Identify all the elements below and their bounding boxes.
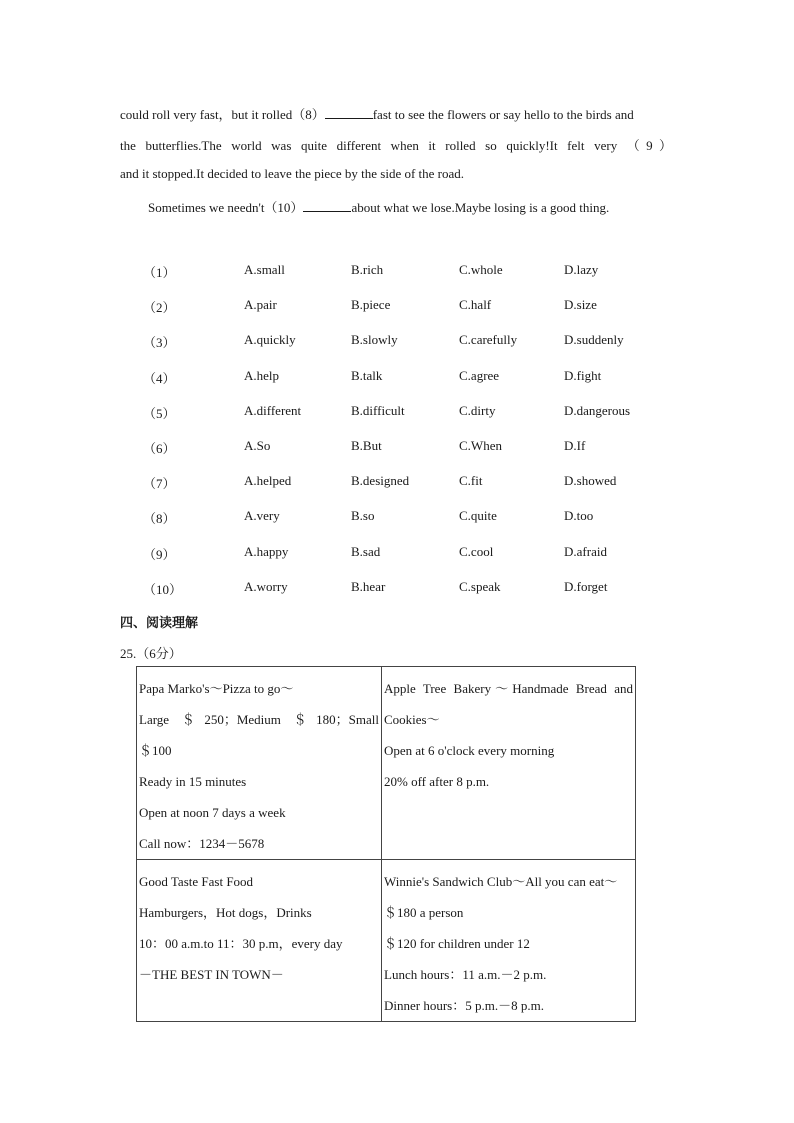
ad-line: 10：00 a.m.to 11：30 p.m，every day [139,936,343,951]
option-number: （8） [143,511,176,527]
option-number: （7） [143,476,176,492]
option-number: （4） [143,370,176,386]
option-a[interactable]: A.quickly [244,332,296,348]
option-row [0,579,794,599]
option-row [0,403,794,423]
ad-winnies-sandwich [382,860,636,1022]
option-a[interactable]: A.pair [244,297,277,313]
option-b[interactable]: B.talk [351,367,383,383]
option-number: （10） [143,581,183,597]
option-d[interactable]: D.suddenly [564,332,624,348]
option-d[interactable]: D.forget [564,578,608,594]
option-a[interactable]: A.So [244,438,271,453]
option-a[interactable]: A.very [244,508,280,524]
option-row [0,508,794,528]
ad-line: Apple Tree Bakery～Handmade Bread and [384,681,633,696]
ads-row [137,860,636,1022]
passage-text: fast to see the flowers or say hello to the birds and [372,107,634,122]
passage-text: about what we lose.Maybe losing is a good thing. [351,200,610,215]
option-number: （9） [143,546,176,562]
ad-line: －THE BEST IN TOWN－ [139,967,284,982]
ad-line: ＄180 a person [384,905,464,920]
option-c[interactable]: C.fit [459,473,483,489]
option-b[interactable]: B.rich [351,262,384,277]
option-c[interactable]: C.whole [459,262,503,277]
option-d[interactable]: D.showed [564,473,617,489]
option-d[interactable]: D.too [564,508,594,524]
option-b[interactable]: B.slowly [351,332,398,348]
option-b[interactable]: B.difficult [351,402,405,418]
option-a[interactable]: A.help [244,367,280,383]
ad-line: Open at noon 7 days a week [139,805,286,820]
option-d[interactable]: D.lazy [564,262,599,277]
ad-line: Hamburgers，Hot dogs，Drinks [139,905,312,920]
option-row [0,473,794,493]
ad-line: Call now：1234－5678 [139,836,265,851]
option-row [0,368,794,388]
option-row [0,262,794,282]
ad-line: Ready in 15 minutes [139,774,247,789]
ad-apple-tree-bakery [382,667,636,860]
passage-line-2: the butterflies.The world was quite different when it rolled so quickly!It felt very （9） [120,138,672,153]
passage-text: Sometimes we needn't（10） [148,200,304,215]
ad-line: Large ＄250；Medium ＄180；Small [139,712,379,727]
option-number: （2） [143,300,176,316]
option-number: （6） [143,441,176,456]
option-d[interactable]: D.afraid [564,543,607,559]
option-number: （3） [143,335,176,351]
ad-line: Papa Marko's～Pizza to go～ [139,681,294,696]
ad-line: 20% off after 8 p.m. [384,774,490,789]
ad-line: ＄120 for children under 12 [384,936,530,951]
option-a[interactable]: A.happy [244,543,289,559]
blank-8[interactable] [325,106,373,119]
option-a[interactable]: A.different [244,402,302,418]
ad-line: ＄100 [139,743,172,758]
ad-papa-marko [137,667,382,860]
option-c[interactable]: C.half [459,297,492,313]
ads-table [136,666,636,1022]
section-title: 四、阅读理解 [120,616,199,631]
option-b[interactable]: B.hear [351,578,386,594]
option-c[interactable]: C.cool [459,543,494,559]
option-c[interactable]: C.speak [459,578,501,594]
question-number: 25.（6分） [120,646,182,661]
option-c[interactable]: C.carefully [459,332,518,348]
passage-line-3: and it stopped.It decided to leave the piece by the side of the road. [120,166,465,181]
option-row [0,332,794,352]
ad-good-taste [137,860,382,1022]
ads-row [137,667,636,860]
option-d[interactable]: D.If [564,438,586,453]
option-a[interactable]: A.helped [244,473,292,489]
ad-line: Open at 6 o'clock every morning [384,743,555,758]
passage-line-1 [120,104,634,123]
option-d[interactable]: D.fight [564,367,602,383]
option-b[interactable]: B.But [351,438,382,453]
option-b[interactable]: B.so [351,508,375,524]
option-c[interactable]: C.agree [459,367,500,383]
option-b[interactable]: B.sad [351,543,381,559]
option-b[interactable]: B.piece [351,297,391,313]
option-number: （5） [143,405,176,421]
blank-10[interactable] [303,199,351,212]
option-c[interactable]: C.dirty [459,402,496,418]
option-row [0,544,794,564]
ad-line: Winnie's Sandwich Club～All you can eat～ [384,874,618,889]
ad-line: Lunch hours：11 a.m.－2 p.m. [384,967,547,982]
option-d[interactable]: D.size [564,297,597,313]
option-c[interactable]: C.quite [459,508,497,524]
passage-line-4 [148,197,609,216]
option-a[interactable]: A.worry [244,578,288,594]
option-row [0,297,794,317]
option-row [0,438,794,458]
ad-line: Cookies～ [384,712,440,727]
ad-line: Good Taste Fast Food [139,874,254,889]
option-b[interactable]: B.designed [351,473,410,489]
option-a[interactable]: A.small [244,262,285,277]
option-c[interactable]: C.When [459,438,502,453]
option-number: （1） [143,265,176,280]
passage-text: could roll very fast，but it rolled（8） [120,107,325,122]
ad-line: Dinner hours：5 p.m.－8 p.m. [384,998,544,1013]
option-d[interactable]: D.dangerous [564,402,631,418]
